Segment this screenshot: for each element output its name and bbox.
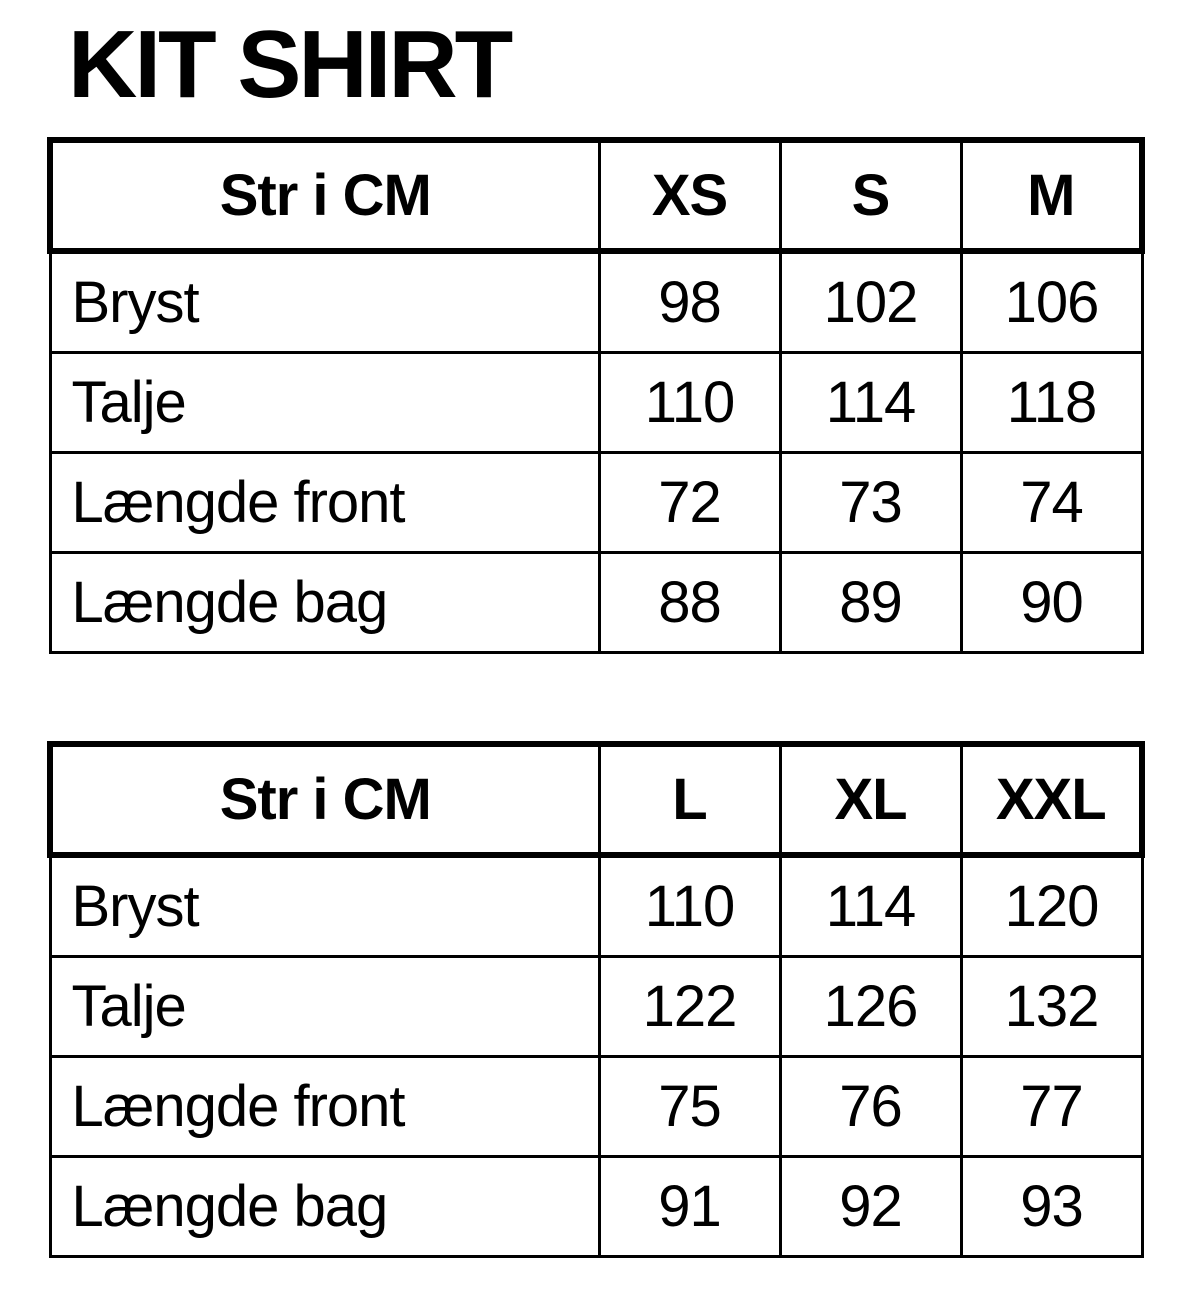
table-cell: 77 — [961, 1057, 1142, 1157]
header-size-m: M — [961, 140, 1142, 251]
table-cell: 89 — [780, 553, 961, 653]
table-cell: 75 — [599, 1057, 780, 1157]
table-row — [50, 553, 1142, 653]
table-cell: 126 — [780, 957, 961, 1057]
table-cell: 91 — [599, 1157, 780, 1257]
table-row — [50, 251, 1142, 353]
table-cell: 106 — [961, 251, 1142, 353]
row-label: Talje — [50, 353, 599, 453]
header-size-s: S — [780, 140, 961, 251]
table-row — [50, 453, 1142, 553]
table-cell: 76 — [780, 1057, 961, 1157]
table-cell: 122 — [599, 957, 780, 1057]
table-row — [50, 855, 1142, 957]
table-row — [50, 957, 1142, 1057]
table-row — [50, 1057, 1142, 1157]
table-cell: 118 — [961, 353, 1142, 453]
row-label: Talje — [50, 957, 599, 1057]
header-size-xl: XL — [780, 744, 961, 855]
table-cell: 74 — [961, 453, 1142, 553]
row-label: Bryst — [50, 251, 599, 353]
table-cell: 90 — [961, 553, 1142, 653]
page-title: KIT SHIRT — [68, 11, 511, 118]
size-table-xs-m — [47, 137, 1145, 654]
table-cell: 114 — [780, 353, 961, 453]
row-label: Længde front — [50, 1057, 599, 1157]
table-cell: 93 — [961, 1157, 1142, 1257]
table-cell: 120 — [961, 855, 1142, 957]
table-row — [50, 1157, 1142, 1257]
table-cell: 72 — [599, 453, 780, 553]
header-size-l: L — [599, 744, 780, 855]
table-cell: 114 — [780, 855, 961, 957]
table-cell: 88 — [599, 553, 780, 653]
header-unit-label: Str i CM — [50, 744, 599, 855]
row-label: Længde bag — [50, 1157, 599, 1257]
header-size-xs: XS — [599, 140, 780, 251]
row-label: Længde bag — [50, 553, 599, 653]
table-cell: 132 — [961, 957, 1142, 1057]
size-table-l-xxl — [47, 741, 1145, 1258]
table-cell: 110 — [599, 353, 780, 453]
table-header-row — [50, 140, 1142, 251]
row-label: Længde front — [50, 453, 599, 553]
header-unit-label: Str i CM — [50, 140, 599, 251]
table-row — [50, 353, 1142, 453]
table-header-row — [50, 744, 1142, 855]
table-cell: 102 — [780, 251, 961, 353]
table-cell: 110 — [599, 855, 780, 957]
table-cell: 73 — [780, 453, 961, 553]
header-size-xxl: XXL — [961, 744, 1142, 855]
row-label: Bryst — [50, 855, 599, 957]
table-cell: 98 — [599, 251, 780, 353]
table-cell: 92 — [780, 1157, 961, 1257]
